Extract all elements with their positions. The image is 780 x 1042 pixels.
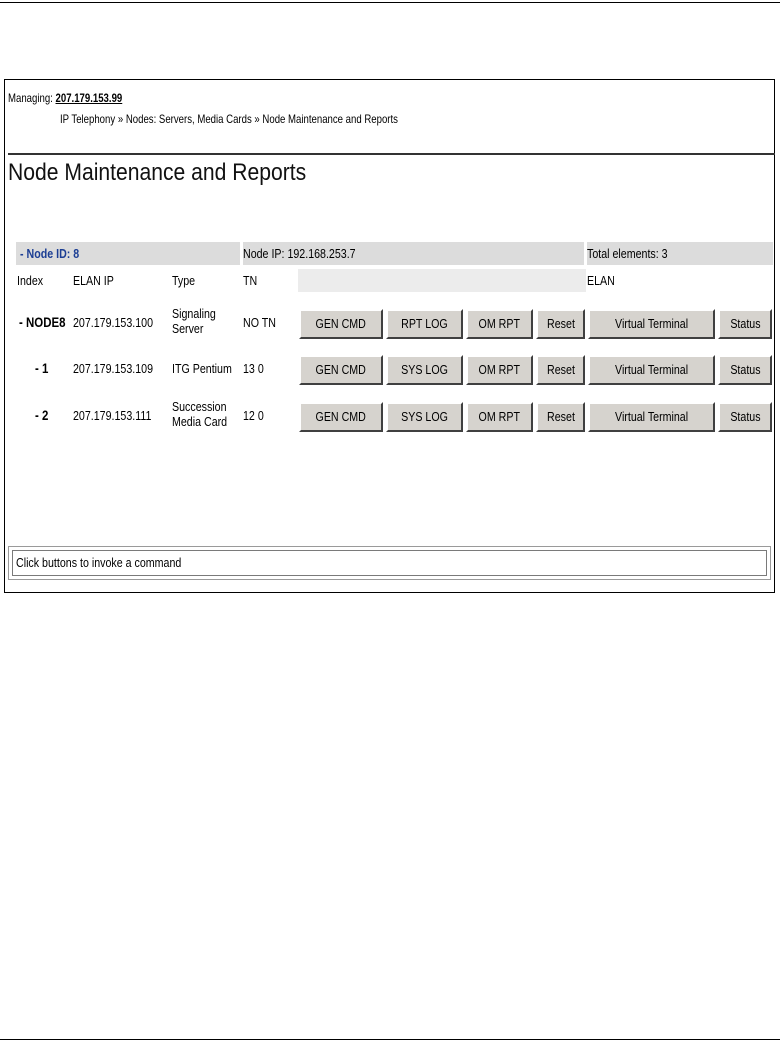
breadcrumb: IP Telephony » Nodes: Servers, Media Cards » Node Maintenance and Reports xyxy=(60,112,398,126)
table-row xyxy=(16,302,773,344)
status-message-box xyxy=(12,550,767,576)
row-type xyxy=(172,306,216,336)
total-elements: Total elements: 3 xyxy=(587,246,668,261)
column-elan-ip: ELAN IP xyxy=(73,273,114,288)
row-tn: 12 0 xyxy=(243,408,264,423)
row-elan-ip: 207.179.153.100 xyxy=(73,315,154,330)
gen-cmd-button[interactable]: GEN CMD xyxy=(299,309,383,339)
row-index[interactable]: - 1 xyxy=(35,360,49,376)
managing-ip-link[interactable]: 207.179.153.99 xyxy=(55,91,123,105)
title-divider xyxy=(8,153,775,155)
gen-cmd-button[interactable]: GEN CMD xyxy=(299,355,383,385)
column-header-row xyxy=(16,269,773,292)
gen-cmd-button[interactable]: GEN CMD xyxy=(299,402,383,432)
sys-log-button[interactable]: SYS LOG xyxy=(386,355,463,385)
node-id-toggle[interactable]: - Node ID: 8 xyxy=(20,246,80,261)
status-button[interactable]: Status xyxy=(718,402,772,432)
table-row xyxy=(16,394,773,436)
node-header-bar xyxy=(16,242,773,265)
row-elan-ip: 207.179.153.109 xyxy=(73,361,154,376)
page-title: Node Maintenance and Reports xyxy=(8,159,307,186)
row-tn: NO TN xyxy=(243,315,276,330)
status-message: Click buttons to invoke a command xyxy=(16,555,182,570)
sys-log-button[interactable]: SYS LOG xyxy=(386,402,463,432)
om-rpt-button[interactable]: OM RPT xyxy=(466,309,533,339)
column-tn: TN xyxy=(243,273,258,288)
column-elan: ELAN xyxy=(587,273,615,288)
row-type-line2: Server xyxy=(172,321,204,336)
row-type xyxy=(172,361,232,376)
row-index[interactable]: - NODE8 xyxy=(19,314,66,330)
virtual-terminal-button[interactable]: Virtual Terminal xyxy=(588,355,715,385)
status-button[interactable]: Status xyxy=(718,355,772,385)
reset-button[interactable]: Reset xyxy=(536,309,585,339)
column-header-shade xyxy=(298,269,586,292)
row-tn: 13 0 xyxy=(243,361,264,376)
row-type-line1: Succession xyxy=(172,399,227,414)
row-elan-ip: 207.179.153.111 xyxy=(73,408,152,423)
row-type-line1: Signaling xyxy=(172,306,216,321)
om-rpt-button[interactable]: OM RPT xyxy=(466,355,533,385)
managing-line xyxy=(8,91,122,105)
virtual-terminal-button[interactable]: Virtual Terminal xyxy=(588,309,715,339)
reset-button[interactable]: Reset xyxy=(536,402,585,432)
page-bottom-rule xyxy=(0,1039,780,1040)
row-type xyxy=(172,399,227,429)
managing-label: Managing: xyxy=(8,91,53,105)
reset-button[interactable]: Reset xyxy=(536,355,585,385)
node-ip: Node IP: 192.168.253.7 xyxy=(243,246,356,261)
om-rpt-button[interactable]: OM RPT xyxy=(466,402,533,432)
virtual-terminal-button[interactable]: Virtual Terminal xyxy=(588,402,715,432)
table-row xyxy=(16,348,773,390)
row-type-line1: ITG Pentium xyxy=(172,361,232,376)
screenshot-frame xyxy=(4,79,775,593)
page-top-rule xyxy=(0,2,780,3)
row-index[interactable]: - 2 xyxy=(35,407,49,423)
rpt-log-button[interactable]: RPT LOG xyxy=(386,309,463,339)
column-type: Type xyxy=(172,273,196,288)
row-type-line2: Media Card xyxy=(172,414,228,429)
column-index: Index xyxy=(17,273,44,288)
status-button[interactable]: Status xyxy=(718,309,772,339)
status-bar xyxy=(8,546,771,580)
